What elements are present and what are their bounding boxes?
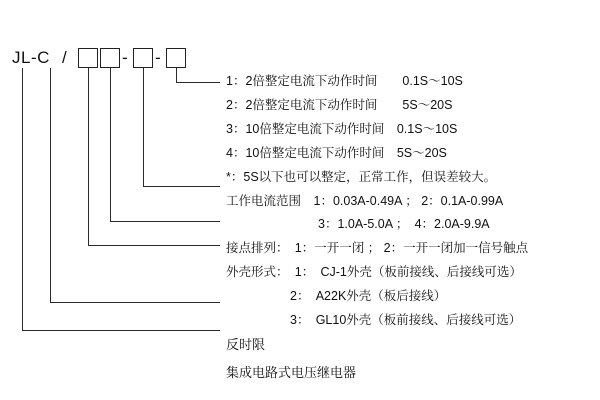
note-shell-2: 2： A22K外壳（板后接线）	[290, 289, 447, 303]
note-time-4: 4：10倍整定电流下动作时间 5S～20S	[226, 146, 447, 160]
leader-line-contacts-vertical	[110, 68, 111, 221]
leader-line-contacts-horizontal	[110, 221, 220, 222]
leader-line-inverse-horizontal	[50, 302, 220, 303]
code-box-4[interactable]	[166, 48, 186, 68]
model-dash-2: -	[155, 48, 162, 67]
leader-line-current-horizontal	[143, 186, 220, 187]
note-current-range-1: 工作电流范围 1：0.03A-0.49A ； 2：0.1A-0.99A	[226, 194, 504, 208]
note-inverse-time: 反时限	[226, 337, 266, 352]
model-dash-1: -	[122, 48, 129, 67]
leader-line-time-vertical	[176, 68, 177, 82]
code-box-2[interactable]	[100, 48, 120, 68]
note-time-2: 2：2倍整定电流下动作时间 5S～20S	[226, 98, 453, 112]
model-slash: /	[62, 48, 68, 67]
code-box-1[interactable]	[78, 48, 98, 68]
leader-line-inverse-vertical	[50, 68, 51, 302]
leader-line-current-vertical	[143, 68, 144, 186]
leader-line-product-vertical	[22, 68, 23, 330]
leader-line-shell-vertical	[88, 68, 89, 245]
note-time-3: 3：10倍整定电流下动作时间 0.1S～10S	[226, 122, 458, 136]
note-product: 集成电路式电压继电器	[226, 365, 357, 380]
leader-line-product-horizontal	[22, 330, 220, 331]
note-contacts: 接点排列： 1：一开一闭 ； 2：一开一闭加一信号触点	[226, 241, 529, 255]
leader-line-time-horizontal	[176, 82, 220, 83]
note-shell-1: 外壳形式： 1： CJ-1外壳（板前接线、后接线可选）	[226, 265, 522, 279]
note-shell-3: 3： GL10外壳（板前接线、后接线可选）	[290, 313, 522, 327]
model-prefix: JL-C	[12, 48, 50, 67]
code-box-3[interactable]	[133, 48, 153, 68]
leader-line-shell-horizontal	[88, 245, 220, 246]
note-current-range-2: 3：1.0A-5.0A ； 4：2.0A-9.9A	[318, 217, 490, 231]
note-time-1: 1：2倍整定电流下动作时间 0.1S～10S	[226, 74, 463, 88]
note-tolerance: *：5S以下也可以整定，正常工作，但误差较大。	[226, 170, 497, 184]
